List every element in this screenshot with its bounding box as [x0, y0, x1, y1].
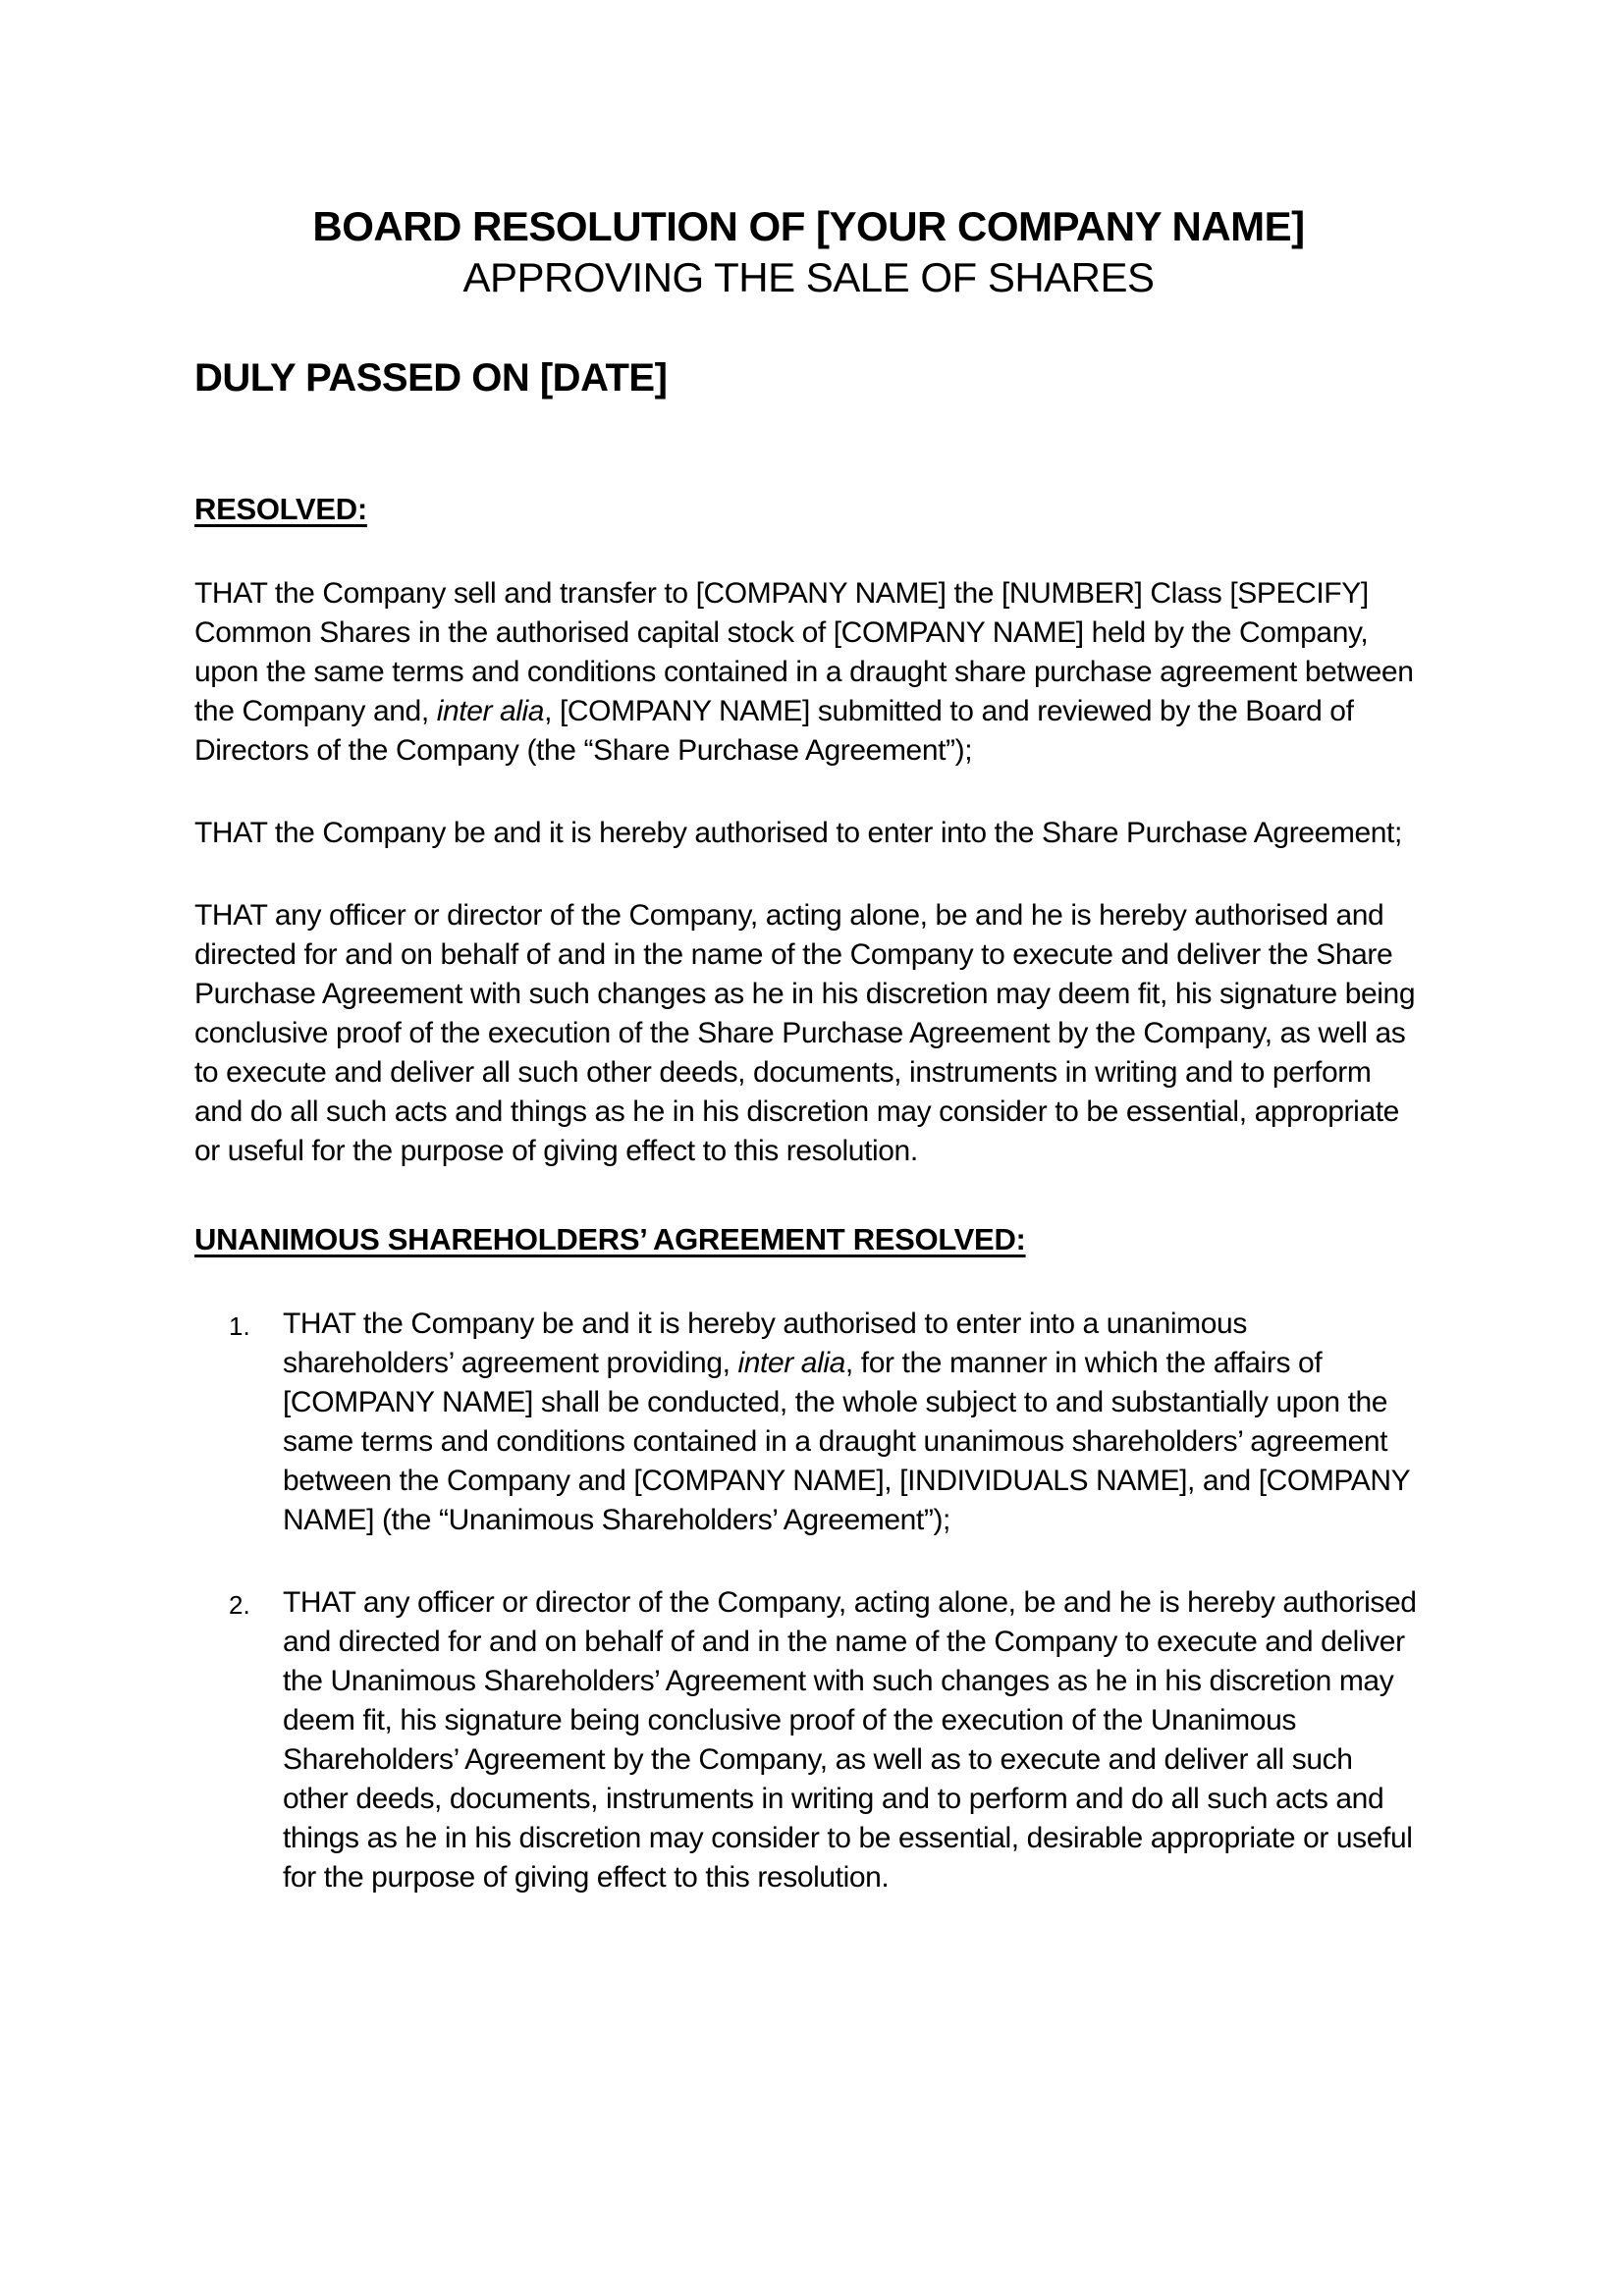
- list-item: [229, 1305, 1423, 1540]
- numbered-resolution-list: [194, 1305, 1423, 1897]
- resolved-section: [194, 492, 1423, 1171]
- list-item-text: THAT any officer or director of the Company, acting alone, be and he is hereby authorised and directed for and on behalf of and in the name of the Company to execute and deliver the Unanimous Shareholders’ Agreement with such changes as he in his discretion may deem fit, his signature being conclusive proof of the execution of the Unanimous Shareholders’ Agreement by the Company, as well as to execute and deliver all such other deeds, documents, instruments in writing and to perform and do all such acts and things as he in his discretion may consider to be essential, desirable appropriate or useful for the purpose of giving effect to this resolution.: [283, 1586, 1417, 1894]
- list-item-number: 2.: [229, 1590, 250, 1620]
- list-item-number: 1.: [229, 1311, 250, 1341]
- resolution-paragraph-3: THAT any officer or director of the Company, acting alone, be and he is hereby authorised and directed for and on behalf of and in the name of the Company to execute and deliver the Share Purchase Agreement with such changes as he in his discretion may deem fit, his signature being conclusive proof of the execution of the Share Purchase Agreement by the Company, as well as to execute and deliver all such other deeds, documents, instruments in writing and to perform and do all such acts and things as he in his discretion may consider to be essential, appropriate or useful for the purpose of giving effect to this resolution.: [194, 899, 1416, 1167]
- passed-on-heading: DULY PASSED ON [DATE]: [194, 356, 668, 400]
- list-item: [229, 1583, 1423, 1897]
- document-title-line2: APPROVING THE SALE OF SHARES: [462, 254, 1155, 300]
- unanimous-shareholders-heading: UNANIMOUS SHAREHOLDERS’ AGREEMENT RESOLVED:: [194, 1222, 1026, 1256]
- list-item-text: THAT the Company be and it is hereby authorised to enter into a unanimous shareholders’ agreement providing, inter alia, for the manner in which the affairs of [COMPANY NAME] shall be conducted, the whole subject to and substantially upon the same terms and conditions contained in a draught unanimous shareholders’ agreement between the Company and [COMPANY NAME], [INDIVIDUALS NAME], and [COMPANY NAME] (the “Unanimous Shareholders’ Agreement”);: [283, 1308, 1410, 1536]
- unanimous-shareholders-section: [194, 1222, 1423, 1897]
- document-title: [194, 201, 1423, 303]
- resolution-paragraph-2: THAT the Company be and it is hereby authorised to enter into the Share Purchase Agreement;: [194, 817, 1402, 849]
- document-title-line1: BOARD RESOLUTION OF [YOUR COMPANY NAME]: [312, 203, 1305, 249]
- resolved-heading: RESOLVED:: [194, 492, 367, 526]
- resolution-paragraph-1: THAT the Company sell and transfer to [COMPANY NAME] the [NUMBER] Class [SPECIFY] Common Shares in the authorised capital stock of [COMPANY NAME] held by the Company, upon the same terms and conditions contained in a draught share purchase agreement between the Company and, inter alia, [COMPANY NAME] submitted to and reviewed by the Board of Directors of the Company (the “Share Purchase Agreement”);: [194, 577, 1414, 767]
